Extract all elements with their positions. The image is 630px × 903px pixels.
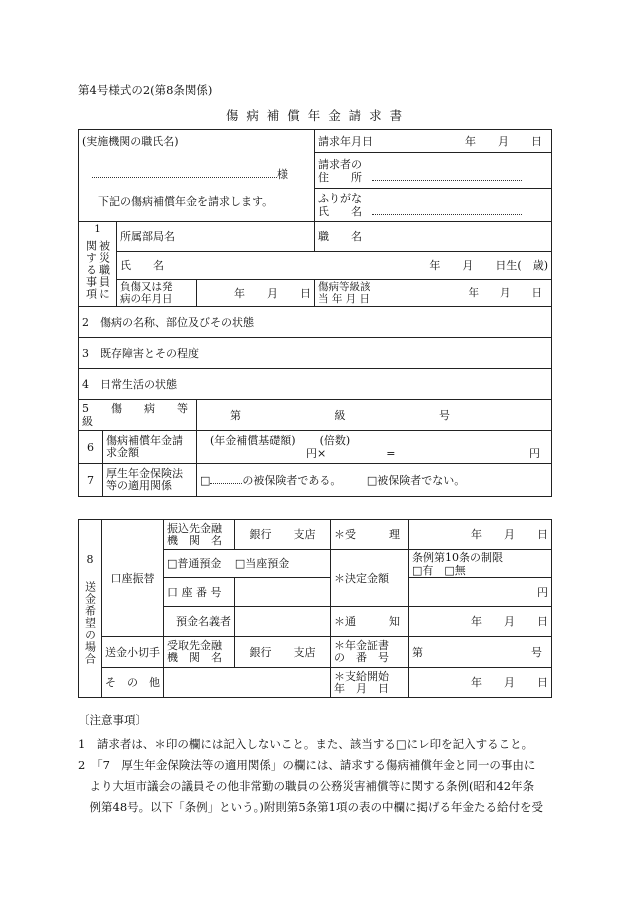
row6-value-cell: [197, 431, 552, 464]
received-date-cell: [409, 520, 552, 550]
injury-date-value: 年 月 日: [234, 286, 311, 300]
other-cell: [102, 668, 164, 698]
cert-label-cell: [331, 637, 409, 668]
row6-label-2: 求金額: [106, 446, 139, 459]
request-date-cell: [315, 130, 552, 153]
claimant-label: 請求者の: [318, 157, 362, 171]
post-cell: [315, 222, 552, 252]
start-label-2: 年 月 日: [334, 681, 389, 695]
post-label: 職 名: [318, 230, 362, 243]
row5-label-cell: [79, 400, 210, 431]
bank-branch: 銀行 支店: [249, 528, 316, 541]
official-label: (実施機関の職氏名): [82, 135, 179, 148]
bank-label-cell: [164, 520, 235, 550]
limit-options[interactable]: □有 □無: [412, 563, 466, 577]
row2: [79, 307, 552, 338]
received-label: ＊受 理: [334, 528, 400, 541]
injury-date-cell: [197, 280, 315, 307]
row6-number: 6: [87, 440, 94, 454]
note-2c: 例第48号。以下「条例」という。)附則第5条第1項の表の中欄に掲げる年金たる給付を受: [78, 800, 543, 814]
insured-blank[interactable]: [210, 483, 242, 484]
address-label: 住 所: [318, 170, 362, 184]
check-cell: [102, 637, 164, 668]
request-sentence: 下記の傷病補償年金を請求します。: [98, 195, 274, 208]
row4-label: 4 日常生活の状態: [82, 377, 177, 391]
account-holder-label-cell: [164, 607, 235, 637]
limit-cell: [409, 550, 552, 578]
bank-branch-cell: [235, 520, 331, 550]
grade-kyu: 級: [334, 408, 346, 422]
row4: [79, 369, 552, 400]
bank-label-1: 振込先金融: [167, 521, 222, 535]
decided-amount-cell: [331, 550, 409, 607]
cert-go: 号: [531, 645, 542, 659]
victim-name-cell: [117, 252, 315, 280]
not-insured-option[interactable]: □被保険者でない。: [366, 473, 466, 487]
section1-side: [79, 222, 117, 307]
notice-date-cell: [409, 607, 552, 637]
account-number-label: 口 座 番 号: [167, 585, 222, 599]
bank-transfer-cell: [102, 520, 164, 637]
limit-label: 条例第10条の制限: [412, 550, 503, 564]
notice-label: ＊通 知: [334, 615, 400, 628]
grade-go: 号: [439, 408, 450, 422]
row3-label: 3 既存障害とその程度: [82, 346, 199, 360]
grade-date-value: 年 月 日: [468, 287, 542, 299]
start-label-1: ＊支給開始: [334, 669, 389, 683]
sama-label: 様: [277, 168, 288, 181]
start-date-cell: [409, 668, 552, 698]
futsu-checkbox[interactable]: □普通預金: [167, 557, 222, 570]
birth-cell: [315, 252, 552, 280]
note-2a: 2 「7 厚生年金保険法等の適用関係」の欄には、請求する傷病補償年金と同一の事由に: [78, 758, 536, 772]
start-date: 年 月 日: [471, 676, 548, 689]
received-date: 年 月 日: [471, 528, 548, 541]
account-number-label-cell: [164, 578, 235, 607]
amount-yen-cell: [409, 578, 552, 607]
form-number: 第4号様式の2(第8条関係): [78, 83, 213, 97]
amount-yen: 円: [537, 585, 548, 599]
grade-date-cell: [315, 280, 552, 307]
section-1: [78, 221, 552, 307]
bank-transfer-label: 口座振替: [110, 571, 155, 585]
row6-base-label: (年金補償基礎額): [210, 434, 296, 447]
note-1: 1 請求者は、＊印の欄には記入しないこと。また、該当する□にレ印を記入すること。: [78, 737, 534, 751]
row7-label-1: 厚生年金保険法: [106, 467, 183, 480]
notice-label-cell: [331, 607, 409, 637]
injury-date-label-2: 病の年月日: [120, 293, 173, 305]
notes-heading: 〔注意事項〕: [78, 713, 147, 727]
section8-side: [79, 520, 102, 698]
account-holder-label: 預金名義者: [176, 615, 231, 628]
note-2b: より大垣市議会の議員その他非常勤の職員の公務災害補償等に関する条例(昭和42年条: [78, 779, 535, 793]
victim-name-label: 氏 名: [120, 259, 164, 272]
row6-num: [79, 431, 103, 464]
insured-text: の被保険者である。: [242, 473, 342, 487]
account-holder-value[interactable]: [235, 607, 331, 637]
account-number-value[interactable]: [235, 578, 331, 607]
row7-label-2: 等の適用関係: [106, 479, 172, 492]
name-label: 氏 名: [318, 205, 362, 218]
cert-label-1: ＊年金証書: [334, 639, 389, 652]
name-line: [372, 214, 522, 215]
row5-label: 5 傷 病 等 級: [82, 402, 210, 428]
official-name-line: [92, 177, 277, 178]
start-label-cell: [331, 668, 409, 698]
row7-label-cell: [103, 464, 197, 497]
row7-num: [79, 464, 103, 497]
section1-side-label: 被災職員に関する事項: [84, 239, 111, 300]
dept-cell: [117, 222, 315, 252]
address-line: [372, 180, 522, 181]
check-label: 送金小切手: [105, 645, 160, 659]
row3: [79, 338, 552, 369]
furigana-label: ふりがな: [318, 192, 362, 205]
cert-label-2: の 番 号: [334, 651, 389, 664]
section1-number: 1: [94, 223, 101, 235]
row2-label: 2 傷病の名称、部位及びその状態: [82, 315, 254, 329]
section8-side-label: 8 送金希望の場合: [83, 552, 97, 665]
rows-2-7: [78, 306, 552, 497]
toza-checkbox[interactable]: □当座預金: [234, 557, 290, 570]
check-bank-label-cell: [164, 637, 235, 668]
injury-date-label-1: 負傷又は発: [120, 281, 173, 293]
other-value[interactable]: [164, 668, 331, 698]
request-date-label: 請求年月日: [318, 134, 373, 148]
cert-number-cell: [409, 637, 552, 668]
birth-value: 年 月 日生( 歳): [429, 259, 548, 272]
grade-dai: 第: [230, 408, 241, 422]
claimant-address-cell: [315, 153, 552, 189]
row7-number: 7: [87, 473, 94, 487]
decided-amount-label: ＊決定金額: [334, 571, 389, 585]
bank-label-2: 機 関 名: [167, 533, 222, 547]
row6-yen-times: 円×: [306, 447, 327, 460]
form-title: 傷 病 補 償 年 金 請 求 書: [225, 108, 405, 123]
request-date-value: 年 月 日: [465, 134, 542, 148]
official-cell: [79, 130, 315, 222]
row7-value-cell: [197, 464, 552, 497]
notes: [78, 710, 558, 818]
cert-dai: 第: [412, 645, 423, 659]
injury-date-label-cell: [117, 280, 197, 307]
check-branch-cell: [235, 637, 331, 668]
section-8: [78, 519, 552, 698]
row6-label-1: 傷病補償年金請: [106, 434, 183, 447]
row6-equals: =: [386, 447, 396, 460]
top-block: [78, 129, 552, 222]
check-bank-label-1: 受取先金融: [167, 639, 222, 652]
other-label: そ の 他: [105, 676, 160, 689]
check-branch: 銀行 支店: [249, 645, 316, 659]
check-bank-label-2: 機 関 名: [167, 651, 222, 664]
notice-date: 年 月 日: [471, 615, 548, 628]
row6-times-label: (倍数): [319, 434, 351, 447]
deposit-type-cell: [164, 550, 331, 578]
row5-value-cell: [197, 400, 552, 431]
claimant-name-cell: [315, 189, 552, 222]
grade-date-label-2: 当 年 月 日: [318, 293, 371, 305]
received-label-cell: [331, 520, 409, 550]
dept-label: 所属部局名: [120, 230, 175, 243]
row6-label-cell: [103, 431, 197, 464]
grade-date-label-1: 傷病等級該: [318, 281, 371, 293]
insured-checkbox[interactable]: □: [200, 473, 211, 487]
row6-yen: 円: [529, 447, 541, 460]
